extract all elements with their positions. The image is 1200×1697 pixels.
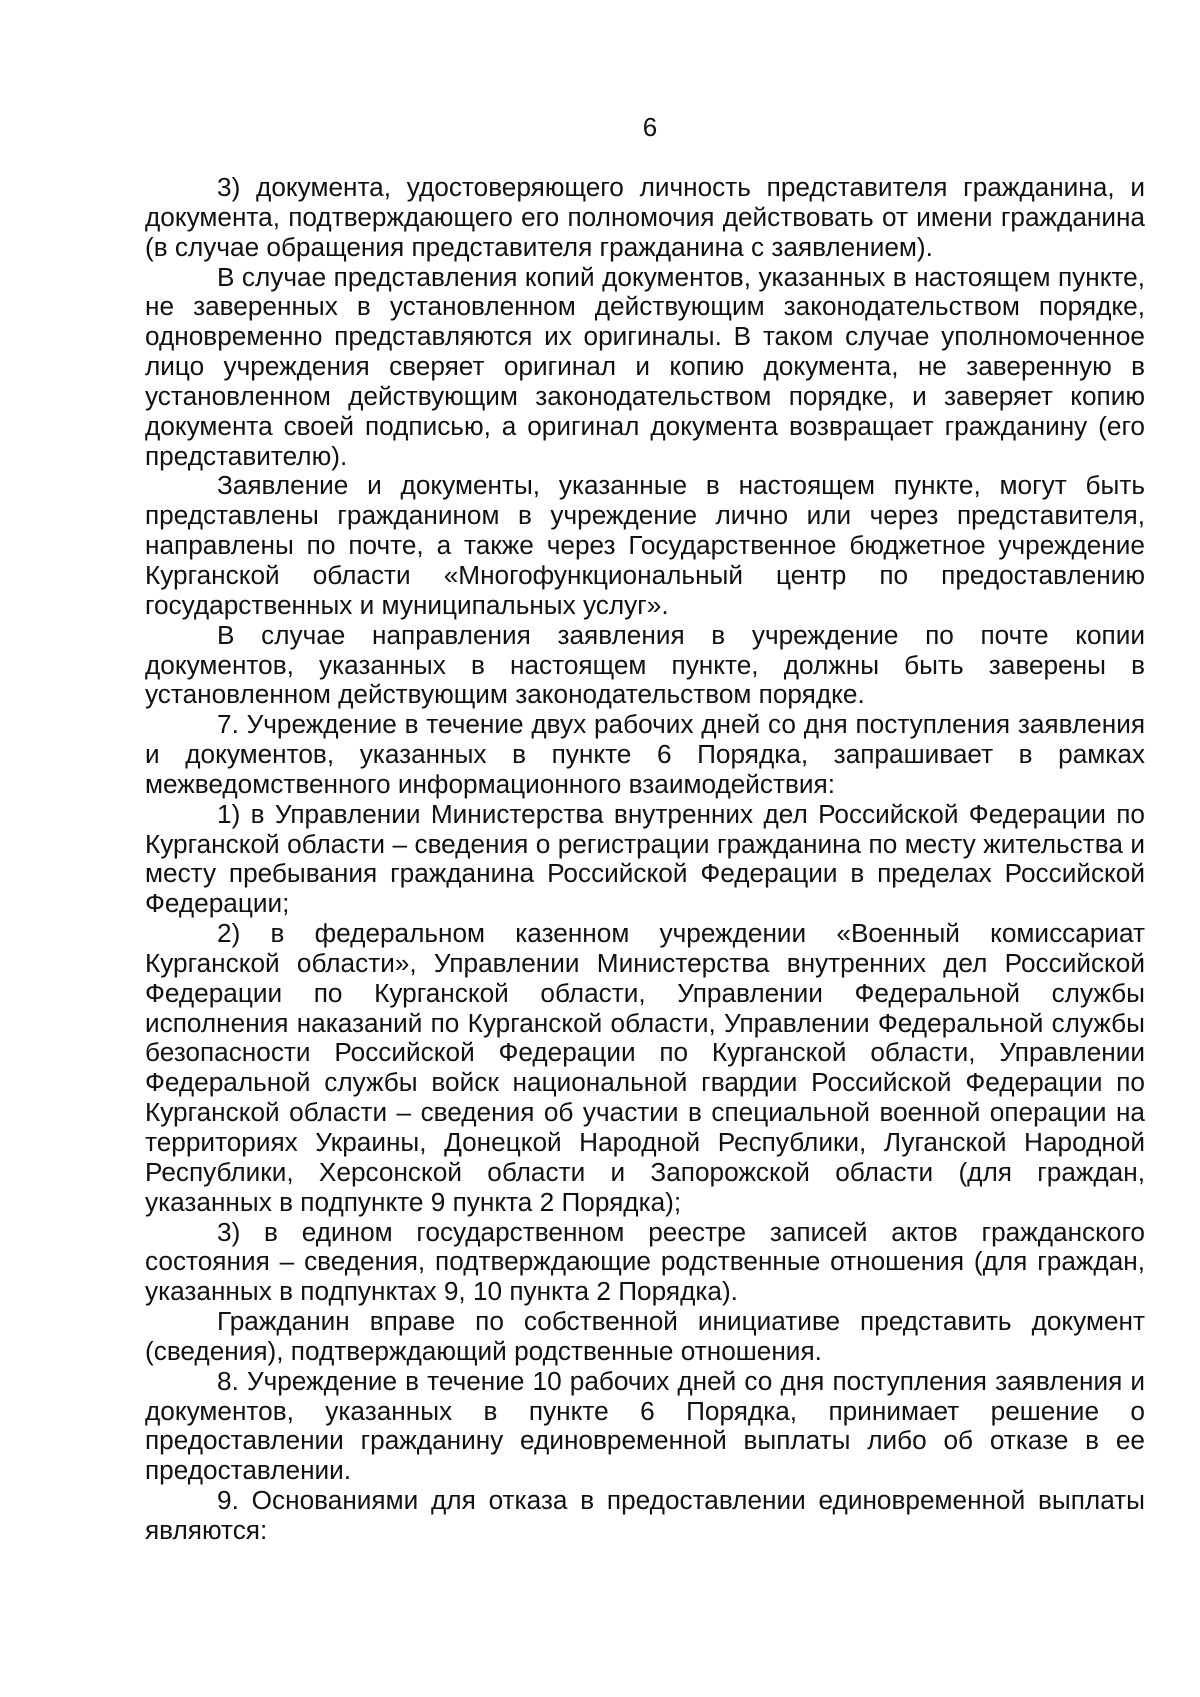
paragraph-clause-7-item-3: 3) в едином государственном реестре записей актов гражданского состояния – сведения, подтверждающие родственные отношения (для граждан, указанных в подпунктах 9, 10 пункта 2 Порядка). [145,1216,1145,1307]
paragraph-clause-7-item-2: 2) в федеральном казенном учреждении «Военный комиссариат Курганской области», Управлении Министерства внутренних дел Российской Федерации по Курганской области, Управлении Федеральной службы исполнения наказаний по Курганской области, Управлении Федеральной службы безопасности Российской Федерации по Курганской области, Управлении Федеральной службы войск национальной гвардии Российской Федерации по Курганской области – сведения об участии в специальной военной операции на территориях Украины, Донецкой Народной Республики, Луганской Народной Республики, Херсонской области и Запорожской области (для граждан, указанных в подпункте 9 пункта 2 Порядка); [145,918,1145,1217]
paragraph-clause-7-item-1: 1) в Управлении Министерства внутренних дел Российской Федерации по Курганской области – сведения о регистрации гражданина по месту жительства и месту пребывания гражданина Российской Федерации в пределах Российской Федерации; [145,798,1145,919]
paragraph-clause-7: 7. Учреждение в течение двух рабочих дней со дня поступления заявления и документов, указанных в пункте 6 Порядка, запрашивает в рамках межведомственного информационного взаимодействия: [145,709,1145,799]
paragraph-clause-9: 9. Основаниями для отказа в предоставлении единовременной выплаты являются: [145,1485,1145,1545]
paragraph-postal-submission: В случае направления заявления в учреждение по почте копии документов, указанных в настоящем пункте, должны быть заверены в установленном действующим законодательством порядке. [145,619,1145,710]
paragraph-copies-verification: В случае представления копий документов, указанных в настоящем пункте, не заверенных в установленном действующим законодательством порядке, одновременно представляются их оригиналы. В таком случае уполномоченное лицо учреждения сверяет оригинал и копию документа, не заверенную в установленном действующим законодательством порядке, и заверяет копию документа своей подписью, а оригинал документа возвращает гражданину (его представителю). [145,261,1145,471]
paragraph-item-3-identity-documents: 3) документа, удостоверяющего личность представителя гражданина, и документа, подтверждающего его полномочия действовать от имени гражданина (в случае обращения представителя гражданина с заявлением). [145,172,1145,262]
document-body [145,173,1145,1546]
paragraph-submission-methods: Заявление и документы, указанные в настоящем пункте, могут быть представлены гражданином в учреждение лично или через представителя, направлены по почте, а также через Государственное бюджетное учреждение Курганской области «Многофункциональный центр по предоставлению государственных и муниципальных услуг». [145,470,1145,620]
paragraph-own-initiative: Гражданин вправе по собственной инициативе представить документ (сведения), подтверждающий родственные отношения. [145,1306,1145,1366]
page-number: 6 [642,112,658,142]
paragraph-clause-8: 8. Учреждение в течение 10 рабочих дней со дня поступления заявления и документов, указанных в пункте 6 Порядка, принимает решение о предоставлении гражданину единовременной выплаты либо об отказе в ее предоставлении. [145,1365,1145,1486]
